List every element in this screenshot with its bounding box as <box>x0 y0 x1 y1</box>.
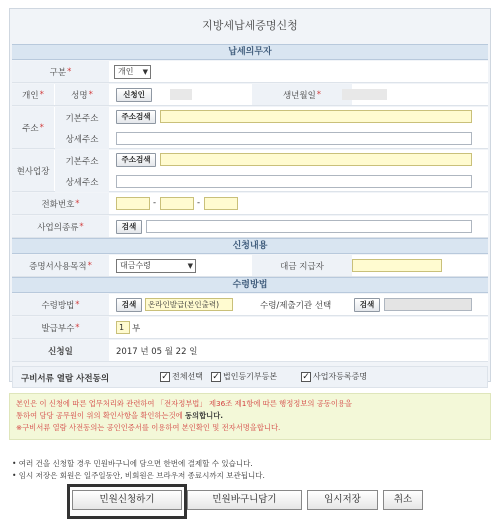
applicant-button[interactable]: 신청인 <box>116 88 152 102</box>
row-name <box>12 84 488 106</box>
checkbox-checked-icon[interactable]: ✓ <box>161 371 169 382</box>
consent-business-reg[interactable]: ✓ 사업자등록증명 <box>302 371 368 382</box>
birth-redacted <box>342 89 387 100</box>
apply-button[interactable]: 민원신청하기 <box>72 490 182 510</box>
name-redacted <box>170 89 192 100</box>
row-business <box>12 216 488 238</box>
consent-bar <box>12 366 488 388</box>
row-address <box>12 107 488 149</box>
business-type-input[interactable] <box>146 220 472 233</box>
row-purpose <box>12 255 488 277</box>
purpose-select[interactable]: 대금수령 ▼ <box>116 259 196 273</box>
business-search-button[interactable]: 검색 <box>116 220 142 234</box>
basic-address-input[interactable] <box>160 110 472 123</box>
type-select[interactable]: 개인 ▼ <box>114 65 151 79</box>
copies-unit: 부 <box>132 324 141 334</box>
note-temp-save: • 임시 저장은 회원은 일주일동안, 비회원은 브라우저 종료시까지 보관됩니다. <box>12 471 265 480</box>
section-request: 신청내용 <box>12 238 488 254</box>
individual-label: 개인 * <box>12 84 54 105</box>
phone-separator: - <box>197 198 201 208</box>
workplace-basic-label: 기본주소 <box>55 150 109 171</box>
consent-corp-registry[interactable]: ✓ 법인등기부등본 <box>212 371 278 382</box>
workplace-detail-input[interactable] <box>116 175 472 188</box>
phone-separator: - <box>153 198 157 208</box>
checkbox-checked-icon[interactable]: ✓ <box>302 371 310 382</box>
row-copies <box>12 317 488 339</box>
row-phone <box>12 193 488 215</box>
phone-input-1[interactable] <box>116 197 150 210</box>
payee-label: 대금 지급자 <box>252 255 352 276</box>
section-receipt: 수령방법 <box>12 277 488 293</box>
payee-input[interactable] <box>352 259 442 272</box>
workplace-label: 현사업장 <box>12 150 54 191</box>
cancel-button[interactable]: 취소 <box>383 490 423 510</box>
method-search-button[interactable]: 검색 <box>116 298 142 312</box>
address-label: 주소 * <box>12 107 54 148</box>
note-cart: • 여러 건을 신청할 경우 민원바구니에 담으면 한번에 결제할 수 있습니다. <box>12 459 253 468</box>
date-label: 신청일 <box>12 340 109 361</box>
consent-label: 구비서류 열람 사전동의 <box>21 374 110 384</box>
consent-notice <box>9 393 491 440</box>
copies-label: 발급부수 * <box>12 317 109 338</box>
detail-address-input[interactable] <box>116 132 472 145</box>
phone-input-3[interactable] <box>204 197 238 210</box>
temp-save-button[interactable]: 임시저장 <box>307 490 378 510</box>
method-label: 수령방법 * <box>12 294 109 315</box>
date-value: 2017 년 05 월 22 일 <box>116 347 198 357</box>
address-search-button[interactable]: 주소검색 <box>116 110 156 124</box>
business-type-label: 사업의종류 * <box>12 216 109 237</box>
copies-input[interactable]: 1 <box>116 321 130 334</box>
agency-label: 수령/제출기관 선택 <box>260 301 332 311</box>
workplace-detail-label: 상세주소 <box>55 171 109 192</box>
phone-label: 전화번호 * <box>12 193 109 214</box>
checkbox-checked-icon[interactable]: ✓ <box>212 371 220 382</box>
row-type <box>12 61 488 83</box>
page-title: 지방세납세증명신청 <box>202 19 298 32</box>
agency-input <box>384 298 472 311</box>
consent-select-all[interactable]: ✓ 전체선택 <box>161 371 203 382</box>
basic-address-label: 기본주소 <box>55 107 109 128</box>
notice-line-3: ※구비서류 열람 사전동의는 공인인증서를 이용하여 본인확인 및 전자서명을합니다. <box>16 423 281 432</box>
phone-input-2[interactable] <box>160 197 194 210</box>
name-label: 성명 * <box>55 84 109 105</box>
notice-line-2: 통하여 담당 공무원이 위의 확인사항을 확인하는것에 동의합니다. <box>16 411 224 420</box>
row-method <box>12 294 488 316</box>
workplace-basic-input[interactable] <box>160 153 472 166</box>
row-date <box>12 340 488 362</box>
method-value[interactable]: 온라인발급(본인출력) <box>145 298 233 311</box>
row-workplace <box>12 150 488 192</box>
notice-line-1: 본인은 이 신청에 따른 업무처리와 관련하여 「전자정부법」 제36조 제1항에 따른 행정정보의 공동이용을 <box>16 399 352 408</box>
add-to-cart-button[interactable]: 민원바구니담기 <box>187 490 302 510</box>
birth-label: 생년월일 * <box>252 84 352 105</box>
bottom-notes <box>12 458 265 482</box>
type-label: 구분 * <box>12 61 109 82</box>
section-taxpayer: 납세의무자 <box>12 44 488 60</box>
detail-address-label: 상세주소 <box>55 128 109 149</box>
agency-search-button[interactable]: 검색 <box>354 298 380 312</box>
workplace-search-button[interactable]: 주소검색 <box>116 153 156 167</box>
purpose-label: 증명서사용목적 * <box>12 255 109 276</box>
